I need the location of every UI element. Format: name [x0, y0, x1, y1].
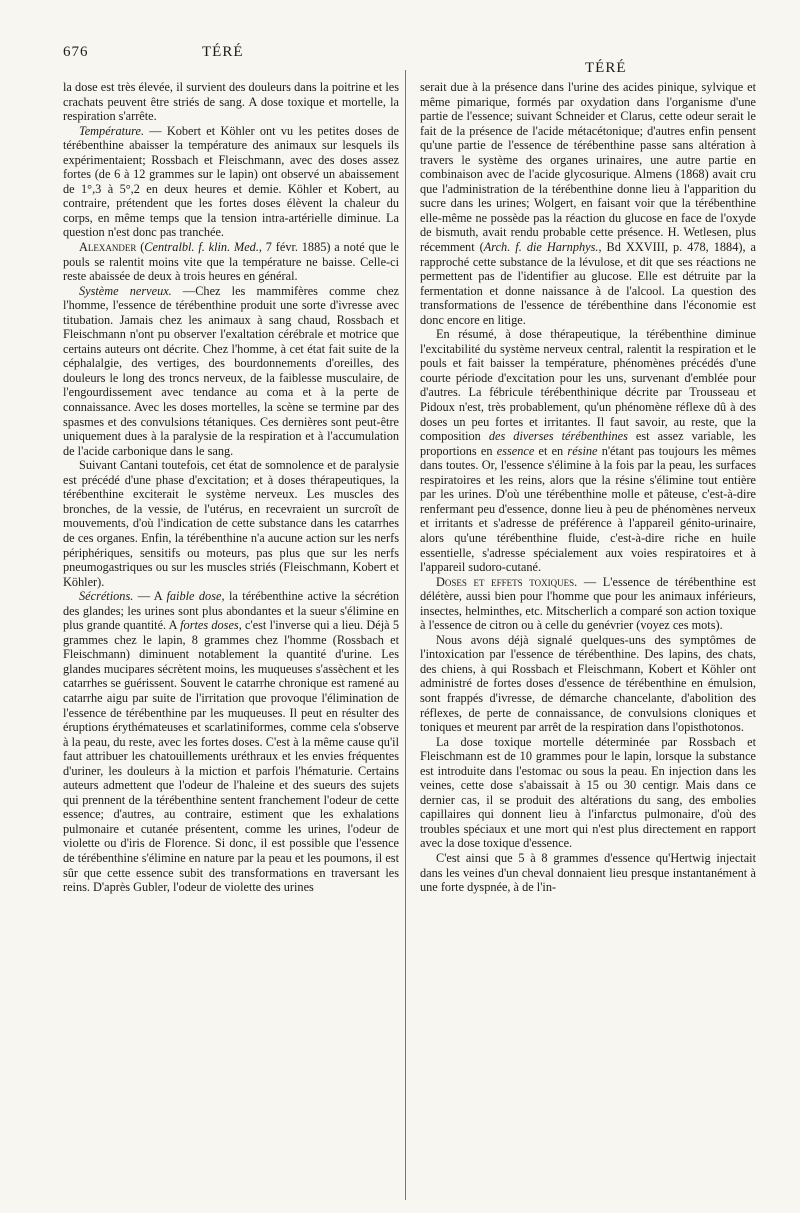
paragraph-nervous-system: Système nerveux. —Chez les mammifères comme chez l'homme, l'essence de térébenthine produit une sorte d'ivresse avec titubation. Jamais chez les animaux à sang chaud, Rossbach et Fleischmann n'ont pu observer l'exaltation cérébrale et motrice que certains auteurs ont décrite. Chez l'homme, à cet état fait suite de la céphalalgie, des vertiges, des bourdonnements d'oreilles, des douleurs le long des troncs nerveux, de la faiblesse musculaire, de l'engourdissement avec tendance au coma et à la perte de connaissance. Avec les doses mortelles, la scène se termine par des spasmes et des convulsions tétaniques. Ces dernières sont peut-être uniquement dues à la paralysie de la respiration et à l'accumulation de l'acide carbonique dans le sang.: [63, 283, 399, 458]
left-column: [63, 80, 399, 895]
paragraph-alexander: Alexander (Centralbl. f. klin. Med., 7 févr. 1885) a noté que le pouls se ralentit moins vite que la température ne baisse. Celle-ci reste abaissée de deux à trois heures en général.: [63, 240, 399, 284]
paragraph: la dose est très élevée, il survient des douleurs dans la poitrine et les crachats peuvent être striés de sang. A dose toxique et mortelle, la respiration s'arrête.: [63, 80, 399, 124]
reference: Centralbl. f. klin. Med.: [144, 240, 259, 255]
page-number: 676: [63, 44, 89, 60]
author-name: Alexander: [79, 240, 137, 255]
paragraph: C'est ainsi que 5 à 8 grammes d'essence qu'Hertwig injectait dans les veines d'un cheval donnaient lieu presque instantanément à une forte dyspnée, à de l'in-: [420, 850, 756, 895]
paragraph: Suivant Cantani toutefois, cet état de somnolence et de paralysie est précédé d'une phase d'excitation; et à doses thérapeutiques, la térébenthine exciterait le système nerveux. Les muscles des bronches, de la vessie, de l'utérus, en recevraient un surcroît de mouvements, d'où l'indication de cette substance dans les catarrhes de ces organes. Enfin, la térébenthine n'a aucune action sur les nerfs périphériques, sensitifs ou moteurs, pas plus que sur les nerfs pneumogastriques ou sur les muscles striés (Fleischmann, Kobert et Köhler).: [63, 458, 399, 589]
column-divider: [405, 70, 406, 1200]
right-column: [420, 80, 756, 895]
paragraph: La dose toxique mortelle déterminée par Rossbach et Fleischmann est de 10 grammes pour le lapin, lorsque la substance est introduite dans l'estomac ou sous la peau. En injection dans les veines, cette dose s'abaissait à 15 ou 30 centigr. Mais dans ce dernier cas, il se produit des altérations du sang, des embolies capillaires qui donnent lieu à l'infarctus pulmonaire, d'où des troubles spéciaux et une mort qui n'est plus directement en rapport avec la dose toxique d'essence.: [420, 734, 756, 851]
section-heading: Système nerveux.: [79, 283, 172, 298]
section-heading: Doses et effets toxiques.: [436, 574, 578, 589]
paragraph: Nous avons déjà signalé quelques-uns des symptômes de l'intoxication par l'essence de térébenthine. Des lapins, des chats, des chiens, à qui Rossbach et Fleischmann, Kobert et Köhler ont administré de fortes doses d'essence de térébenthine en émulsion, sont frappés d'ivresse, de démarche chancelante, d'abolition des réflexes, de perte de connaissance, de convulsions cloniques et toniques et meurent par arrêt de la respiration dans l'opisthotonos.: [420, 632, 756, 735]
paragraph-summary: En résumé, à dose thérapeutique, la térébenthine diminue l'excitabilité du système nerveux central, ralentit la respiration et le pouls et fait baisser la température, phénomènes précédés d'une courte période d'excitation pour les uns, survenant d'emblée pour d'autres. La fébricule térébenthinique décrite par Trousseau et Pidoux n'est, très probablement, qu'un phénomène réflexe dû à des doses un peu fortes et irritantes. Il faut savoir, au reste, que la composition des diverses térébenthines est assez variable, les proportions en essence et en résine n'étant pas toujours les mêmes dans toutes. Or, l'essence s'élimine à la fois par la peau, les surfaces respiratoires et les reins, alors que la résine s'élimine tout entière par les urines. D'où une térébenthine molle et pâteuse, c'est-à-dire renfermant peu d'essence, donne lieu à peu de phénomènes nerveux et irritants et s'adresse de préférence à l'appareil génito-urinaire, alors qu'une térébenthine fluide, c'est-à-dire riche en huile essentielle, s'adresse spécialement aux voies respiratoires et à l'appareil sudoro-cutané.: [420, 327, 757, 575]
running-head-left: TÉRÉ: [202, 44, 244, 60]
section-heading: Sécrétions.: [79, 589, 134, 604]
paragraph-temperature: Température. — Kobert et Köhler ont vu les petites doses de térébenthine abaisser la température des animaux sur lesquels ils expérimentaient; Rossbach et Fleischmann, avec des doses assez fortes (de 6 à 12 grammes sur le lapin) ont observé un abaissement de 1°,3 à 5°,2 en deux heures et demie. Köhler et Kobert, au contraire, prétendent que les fortes doses élèvent la chaleur du corps, en même temps que la tension intra-artérielle diminue. La question n'est donc pas tranchée.: [63, 123, 399, 240]
paragraph-secretions: Sécrétions. — A faible dose, la térébenthine active la sécrétion des glandes; les urines sont plus abondantes et la sueur s'élimine en plus grande quantité. A fortes doses, c'est l'inverse qui a lieu. Déjà 5 grammes chez le lapin, 8 grammes chez l'homme (Rossbach et Fleischmann) diminuent notablement la quantité d'urine. Les glandes mucipares sécrètent moins, les muqueuses s'assèchent et les catarrhes se guérissent. Souvent le catarrhe chronique est ramené au catarrhe aigu par suite de l'irritation que provoque l'élimination de l'essence de térébenthine par les muqueuses. Il peut en résulter des éruptions érythémateuses et scarlatiniformes, comme cela s'observe à la peau, du reste, avec les fortes doses. C'est à la même cause qu'il faut attribuer les chatouillements uréthraux et les envies fréquentes d'uriner, les douleurs à la miction et parfois l'hématurie. Certains auteurs admettent que l'odeur de l'haleine et des sueurs des sujets qui prennent de la térébenthine sentent franchement l'odeur de cette essence; d'autres, au contraire, estiment que les exhalations pulmonaire et cutanée présentent, comme les urines, l'odeur de violette ou d'iris de Florence. Si donc, il est possible que l'essence de térébenthine s'élimine en nature par la peau et les poumons, il est sûr que cette essence subit des transformations en traversant les reins. D'après Gubler, l'odeur de violette des urines: [63, 589, 400, 895]
paragraph: serait due à la présence dans l'urine des acides pinique, sylvique et même pimarique, formés par oxydation dans l'organisme d'une partie de l'essence; suivant Schneider et Clarus, cette odeur serait le fait de la présence de l'acide métacétonique; d'autres enfin pensent qu'une partie de l'essence de térébenthine passe sans altération à travers le système des organes urinaires, une autre partie en combinaison avec de l'acide glycosurique. Almens (1868) avait cru que l'administration de la térébenthine donne lieu à l'apparition du sucre dans les urines; Wolgert, en faisant voir que la térébenthine elle-même ne possède pas la réaction du glucose en face de l'oxyde de bismuth, avait rendu probable cette présence. H. Wetlesen, plus récemment (Arch. f. die Harnphys., Bd XXVIII, p. 478, 1884), a rapproché cette substance de la lévulose, et dit que ses réactions ne permettent pas de l'identifier au glucose. Elle est détruite par la fermentation et donne naissance à de l'alcool. La question des transformations de l'essence de térébenthine dans l'économie est donc encore en litige.: [420, 80, 756, 327]
running-head-right: TÉRÉ: [585, 60, 627, 76]
paragraph-toxic-doses: Doses et effets toxiques. — L'essence de térébenthine est délétère, aussi bien pour l'homme que pour les animaux inférieurs, insectes, helminthes, etc. Mitscherlich a comparé son action toxique à l'essence de citron ou à celle du genévrier (voyez ces mots).: [420, 574, 757, 633]
section-heading: Température.: [79, 123, 145, 138]
reference: Arch. f. die Harnphys.: [483, 240, 599, 255]
